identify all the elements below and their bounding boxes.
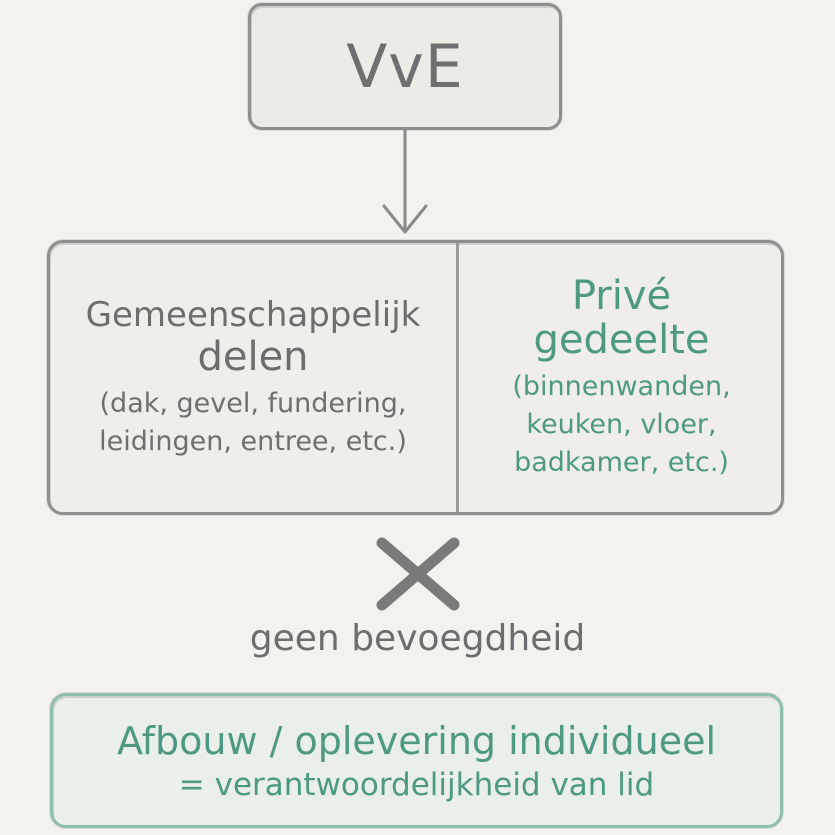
common-parts-detail-line1: (dak, gevel, fundering, bbox=[99, 387, 407, 419]
common-parts-panel bbox=[50, 243, 456, 512]
arrow-down-icon bbox=[370, 128, 440, 243]
member-responsibility-label: = verantwoordelijkheid van lid bbox=[178, 766, 655, 803]
private-part-title-line1: Privé bbox=[571, 272, 672, 319]
private-part-detail-line3: badkamer, etc.) bbox=[514, 446, 729, 478]
private-part-panel bbox=[459, 243, 784, 512]
common-parts-title-line1: Gemeenschappelijk bbox=[85, 294, 421, 335]
cross-icon bbox=[368, 535, 468, 613]
common-parts-title-line2: delen bbox=[197, 333, 309, 380]
common-parts-detail-line2: leidingen, entree, etc.) bbox=[99, 425, 407, 457]
vve-box bbox=[248, 3, 562, 130]
private-part-detail-line2: keuken, vloer, bbox=[526, 408, 717, 440]
individual-finishing-title: Afbouw / oplevering individueel bbox=[116, 718, 717, 763]
individual-finishing-box bbox=[50, 693, 783, 828]
vve-label: VvE bbox=[346, 31, 464, 102]
private-part-detail-line1: (binnenwanden, bbox=[512, 370, 731, 402]
split-box bbox=[47, 240, 784, 515]
no-authority-label: geen bevoegdheid bbox=[249, 618, 586, 659]
private-part-title-line2: gedeelte bbox=[533, 316, 710, 363]
